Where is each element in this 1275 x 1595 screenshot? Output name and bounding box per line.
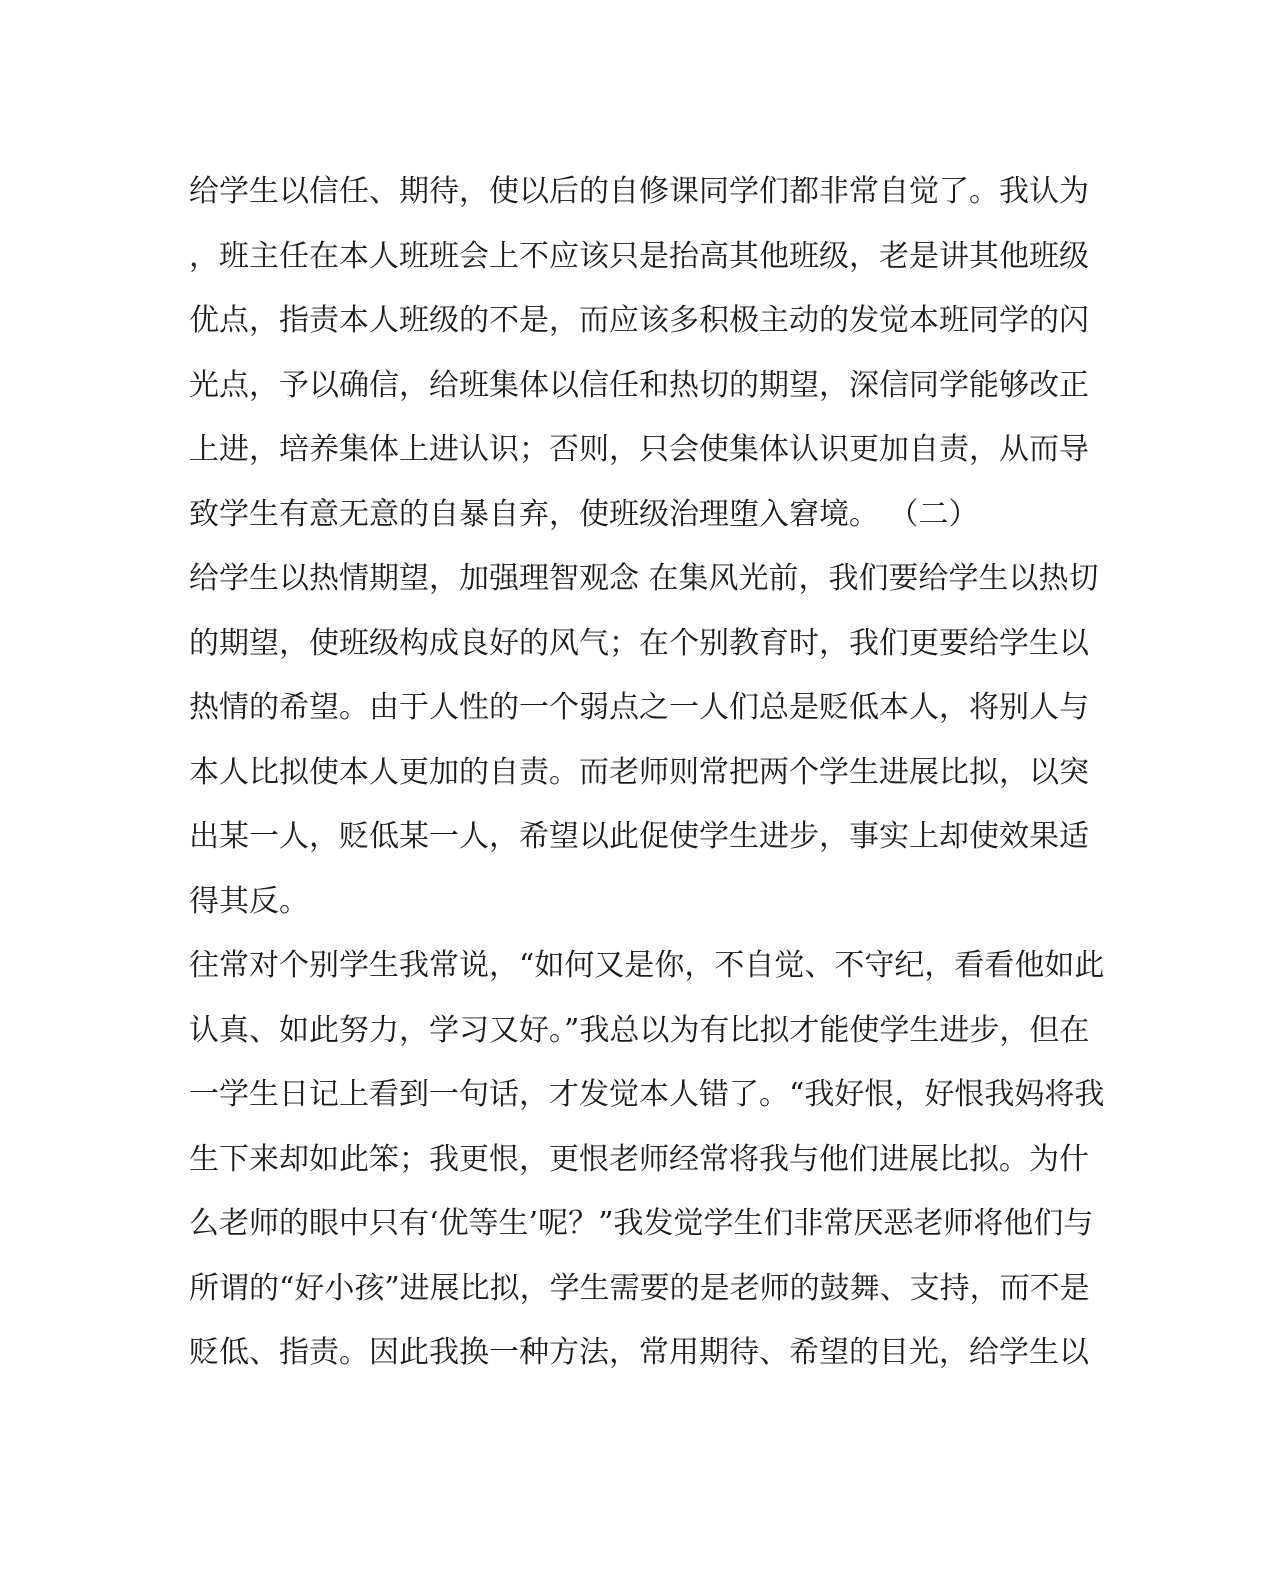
text-line: 往常对个别学生我常说，“如何又是你，不自觉、不守纪，看看他如此 [189, 948, 1105, 983]
text-line: 得其反。 [189, 883, 309, 919]
text-line: 认真、如此努力，学习又好。”我总以为有比拟才能使学生进步，但在 [189, 1012, 1090, 1048]
text-line: 的期望，使班级构成良好的风气；在个别教育时，我们更要给学生以 [189, 625, 1089, 661]
text-line: 出某一人，贬低某一人，希望以此促使学生进步，事实上却使效果适 [189, 819, 1089, 854]
text-line: 所谓的“好小孩”进展比拟，学生需要的是老师的鼓舞、支持，而不是 [189, 1270, 1090, 1306]
text-line: 热情的希望。由于人性的一个弱点之一人们总是贬低本人，将别人与 [189, 690, 1089, 725]
text-line: 上进，培养集体上进认识；否则，只会使集体认识更加自责，从而导 [189, 432, 1089, 467]
text-line: 本人比拟使本人更加的自责。而老师则常把两个学生进展比拟，以突 [189, 754, 1089, 790]
text-line: 给学生以热情期望，加强理智观念 在集风光前，我们要给学生以热切 [189, 561, 1099, 596]
text-line: 致学生有意无意的自暴自弃，使班级治理堕入窘境。 （二） [189, 496, 979, 532]
text-line: 一学生日记上看到一句话，才发觉本人错了。“我好恨，好恨我妈将我 [189, 1077, 1105, 1112]
text-line: 生下来却如此笨；我更恨，更恨老师经常将我与他们进展比拟。为什 [189, 1141, 1089, 1177]
text-line: 么老师的眼中只有‘优等生’呢？”我发觉学生们非常厌恶老师将他们与 [189, 1206, 1094, 1241]
text-line: ，班主任在本人班班会上不应该只是抬高其他班级，老是讲其他班级 [189, 238, 1089, 274]
text-line: 给学生以信任、期待，使以后的自修课同学们都非常自觉了。我认为 [189, 174, 1089, 209]
body-text [189, 160, 1105, 1386]
text-line: 贬低、指责。因此我换一种方法，常用期待、希望的目光，给学生以 [189, 1335, 1089, 1370]
text-line: 优点，指责本人班级的不是，而应该多积极主动的发觉本班同学的闪 [189, 303, 1089, 338]
text-line: 光点，予以确信，给班集体以信任和热切的期望，深信同学能够改正 [189, 367, 1089, 403]
